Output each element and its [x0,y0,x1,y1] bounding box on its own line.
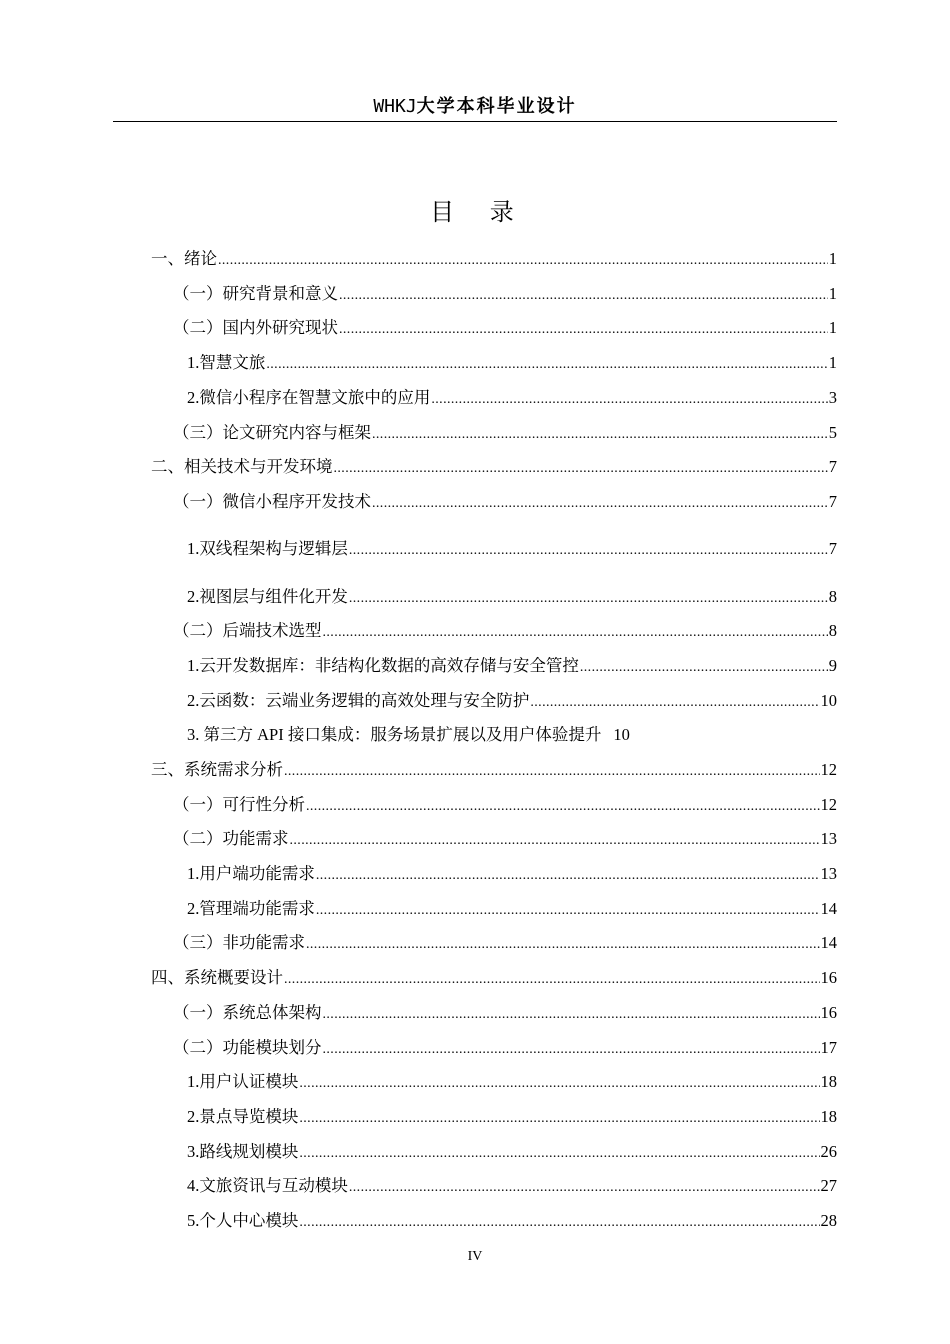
header-title: 大学本科毕业设计 [416,96,577,117]
toc-entry-page: 12 [820,795,837,814]
toc-entry-label: （三）非功能需求 [173,933,305,952]
toc-entry-page: 1 [828,353,837,372]
toc-leader-dots [299,1072,819,1092]
toc-leader-dots [349,539,828,559]
toc-entry[interactable] [173,280,837,304]
toc-entry[interactable] [187,895,837,919]
toc-entry[interactable] [187,687,837,711]
toc-entry[interactable] [187,384,837,408]
toc-entry-label: （一）研究背景和意义 [173,284,338,303]
toc-entry-page: 13 [820,864,837,883]
toc-entry-page: 7 [828,457,837,476]
toc-entry[interactable] [187,860,837,884]
toc-leader-dots [299,1107,819,1127]
toc-entry-label: 四、系统概要设计 [151,968,283,987]
toc-leader-dots [290,829,820,849]
toc-entry[interactable] [173,1034,837,1058]
toc-leader-dots [316,899,820,919]
toc-entry[interactable] [173,314,837,338]
toc-entry[interactable] [187,1068,837,1092]
toc-entry-page: 8 [828,621,837,640]
toc-entry-page: 10 [820,691,837,710]
toc-entry-label: （二）国内外研究现状 [173,318,338,337]
toc-leader-dots [334,457,828,477]
toc-entry-label: （一）微信小程序开发技术 [173,492,371,511]
toc-entry-page: 12 [820,760,837,779]
header-school-code: WHKJ [373,96,417,117]
toc-entry-page: 8 [828,587,837,606]
toc-entry-page: 9 [828,656,837,675]
toc-entry-label: 1.用户认证模块 [187,1072,299,1091]
toc-entry-page: 16 [820,1003,837,1022]
toc-entry-page: 5 [828,423,837,442]
toc-entry[interactable] [173,617,837,641]
toc-entry[interactable] [187,583,837,607]
toc-entry-page: 7 [828,492,837,511]
toc-leader-dots [284,968,820,988]
toc-entry-page: 13 [820,829,837,848]
toc-entry-label: 2.管理端功能需求 [187,899,315,918]
toc-entry-page: 10 [613,725,630,744]
toc-entry-page: 3 [828,388,837,407]
toc-leader-dots [299,1211,819,1231]
toc-entry-label: 3. 第三方 API 接口集成：服务场景扩展以及用户体验提升 [187,725,602,744]
toc-entry-label: 1.云开发数据库：非结构化数据的高效存储与安全管控 [187,656,579,675]
toc-leader-dots [580,656,828,676]
toc-entry[interactable] [187,349,837,373]
toc-entry-page: 14 [820,933,837,952]
toc-leader-dots [349,1176,820,1196]
toc-entry[interactable] [187,1138,837,1162]
toc-entry-page: 1 [828,284,837,303]
running-header [113,94,837,120]
toc-entry[interactable] [187,652,837,676]
toc-entry-label: 2.云函数：云端业务逻辑的高效处理与安全防护 [187,691,530,710]
toc-entry-label: 1.智慧文旅 [187,353,266,372]
toc-entry-label: 2.微信小程序在智慧文旅中的应用 [187,388,431,407]
toc-leader-dots [323,1003,820,1023]
toc-entry[interactable] [151,453,837,477]
toc-entry-label: 3.路线规划模块 [187,1142,299,1161]
toc-entry-page: 16 [820,968,837,987]
toc-entry-label: 5.个人中心模块 [187,1211,299,1230]
toc-entry-label: （二）功能需求 [173,829,289,848]
toc-leader-dots [284,760,820,780]
toc-entry[interactable] [173,488,837,512]
toc-entry[interactable] [151,245,837,269]
toc-leader-dots [218,249,828,269]
toc-entry[interactable] [173,929,837,953]
toc-leader-dots [372,492,828,512]
toc-entry[interactable] [187,1103,837,1127]
toc-leader-dots [266,353,827,373]
toc-entry[interactable] [187,1207,837,1231]
toc-leader-dots [530,691,819,711]
toc-title: 目 录 [430,198,528,226]
toc-entry-label: 一、绪论 [151,249,217,268]
toc-leader-dots [316,864,820,884]
toc-entry-page: 14 [820,899,837,918]
toc-leader-dots [372,423,828,443]
toc-entry-label: （二）后端技术选型 [173,621,322,640]
toc-entry[interactable] [151,756,837,780]
toc-entry-label: （三）论文研究内容与框架 [173,423,371,442]
toc-entry[interactable] [187,1172,837,1196]
header-rule [113,121,837,122]
footer-page-number: IV [467,1249,483,1264]
toc-entry[interactable] [173,419,837,443]
toc-entry-page: 1 [828,318,837,337]
toc-entry[interactable] [173,825,837,849]
toc-entry-label: 1.双线程架构与逻辑层 [187,539,348,558]
toc-entry-label: 1.用户端功能需求 [187,864,315,883]
toc-entry-label: 4.文旅资讯与互动模块 [187,1176,348,1195]
toc-entry-page: 7 [828,539,837,558]
toc-entry[interactable] [187,721,630,745]
toc-leader-dots [306,933,820,953]
toc-leader-dots [339,284,828,304]
toc-entry-page: 1 [828,249,837,268]
toc-leader-dots [306,795,820,815]
toc-entry-label: （一）系统总体架构 [173,1003,322,1022]
toc-entry-page: 26 [820,1142,837,1161]
toc-leader-dots [339,318,828,338]
toc-entry[interactable] [151,964,837,988]
toc-entry-label: 二、相关技术与开发环境 [151,457,333,476]
toc-entry-page: 18 [820,1107,837,1126]
toc-leader-dots [431,388,827,408]
toc-entry-page: 18 [820,1072,837,1091]
toc-entry-label: （二）功能模块划分 [173,1038,322,1057]
toc-entry[interactable] [173,791,837,815]
toc-leader-dots [299,1142,819,1162]
toc-entry-page: 27 [820,1176,837,1195]
toc-entry-label: 2.视图层与组件化开发 [187,587,348,606]
toc-entry-label: 三、系统需求分析 [151,760,283,779]
toc-entry-page: 17 [820,1038,837,1057]
toc-entry-label: （一）可行性分析 [173,795,305,814]
toc-entry-page: 28 [820,1211,837,1230]
toc-leader-dots [349,587,828,607]
toc-entry[interactable] [173,999,837,1023]
toc-leader-dots [323,1038,820,1058]
toc-entry[interactable] [187,535,837,559]
toc-entry-label: 2.景点导览模块 [187,1107,299,1126]
toc-leader-dots [323,621,828,641]
